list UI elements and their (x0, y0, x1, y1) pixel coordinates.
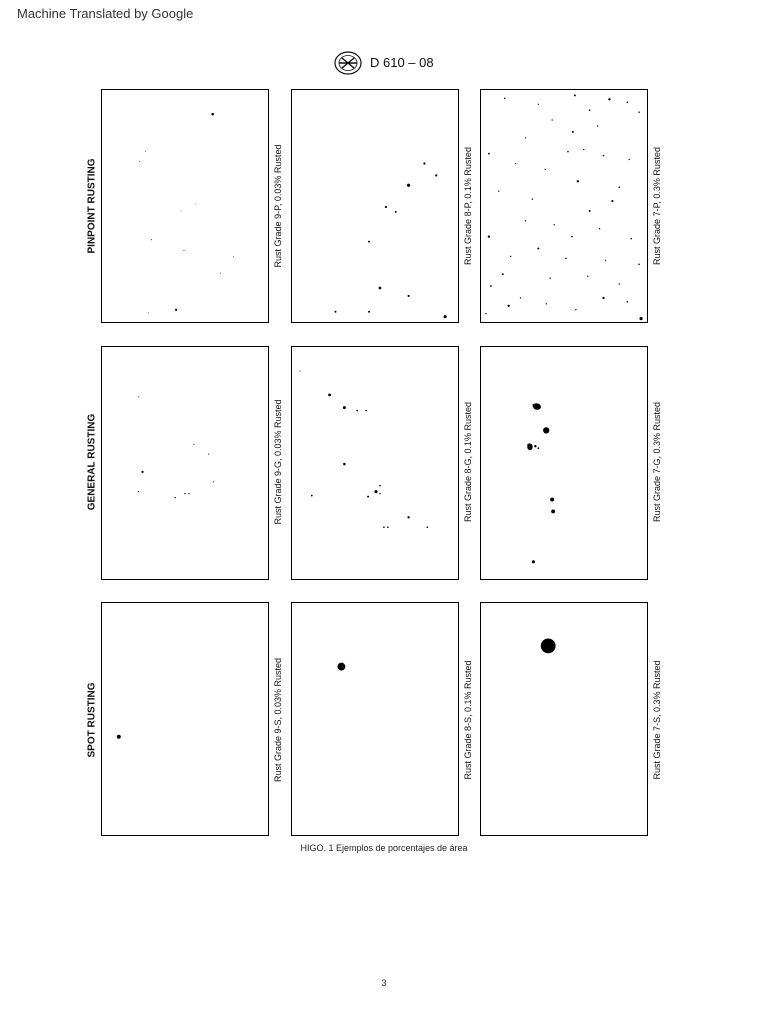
rust-sample-panel-8g (291, 346, 459, 580)
panel-caption-9p: Rust Grade 9-P, 0.03% Rusted (273, 144, 283, 268)
rust-pattern-8g (292, 347, 458, 579)
panel-caption-9s: Rust Grade 9-S, 0.03% Rusted (273, 657, 283, 783)
panel-caption-8g: Rust Grade 8-G, 0.1% Rusted (463, 401, 473, 523)
rust-sample-panel-7s (480, 602, 648, 836)
astm-logo-icon (333, 51, 363, 75)
rust-pattern-7p (481, 90, 647, 322)
machine-translation-banner: Machine Translated by Google (17, 6, 194, 21)
row-label-spot: SPOT RUSTING (86, 682, 98, 758)
standard-designation: D 610 – 08 (370, 55, 434, 70)
panel-caption-8s: Rust Grade 8-S, 0.1% Rusted (463, 660, 473, 780)
panel-caption-7g: Rust Grade 7-G, 0.3% Rusted (652, 401, 662, 523)
panel-caption-8p: Rust Grade 8-P, 0.1% Rusted (463, 147, 473, 265)
rust-pattern-9p (102, 90, 268, 322)
rust-pattern-9g (102, 347, 268, 579)
rust-pattern-9s (102, 603, 268, 835)
row-label-general: GENERAL RUSTING (86, 413, 98, 511)
rust-sample-panel-9s (101, 602, 269, 836)
panel-caption-7p: Rust Grade 7-P, 0.3% Rusted (652, 147, 662, 265)
rust-sample-panel-7p (480, 89, 648, 323)
rust-pattern-8p (292, 90, 458, 322)
panel-caption-9g: Rust Grade 9-G, 0.03% Rusted (273, 399, 283, 525)
rust-sample-panel-8p (291, 89, 459, 323)
page-number: 3 (381, 978, 387, 988)
rust-sample-panel-7g (480, 346, 648, 580)
rust-pattern-7g (481, 347, 647, 579)
rust-pattern-8s (292, 603, 458, 835)
rust-sample-panel-9g (101, 346, 269, 580)
rust-pattern-7s (481, 603, 647, 835)
rust-sample-panel-8s (291, 602, 459, 836)
figure-caption: HIGO. 1 Ejemplos de porcentajes de área (300, 843, 468, 853)
rust-sample-panel-9p (101, 89, 269, 323)
row-label-pinpoint: PINPOINT RUSTING (86, 158, 98, 254)
panel-caption-7s: Rust Grade 7-S, 0.3% Rusted (652, 660, 662, 780)
